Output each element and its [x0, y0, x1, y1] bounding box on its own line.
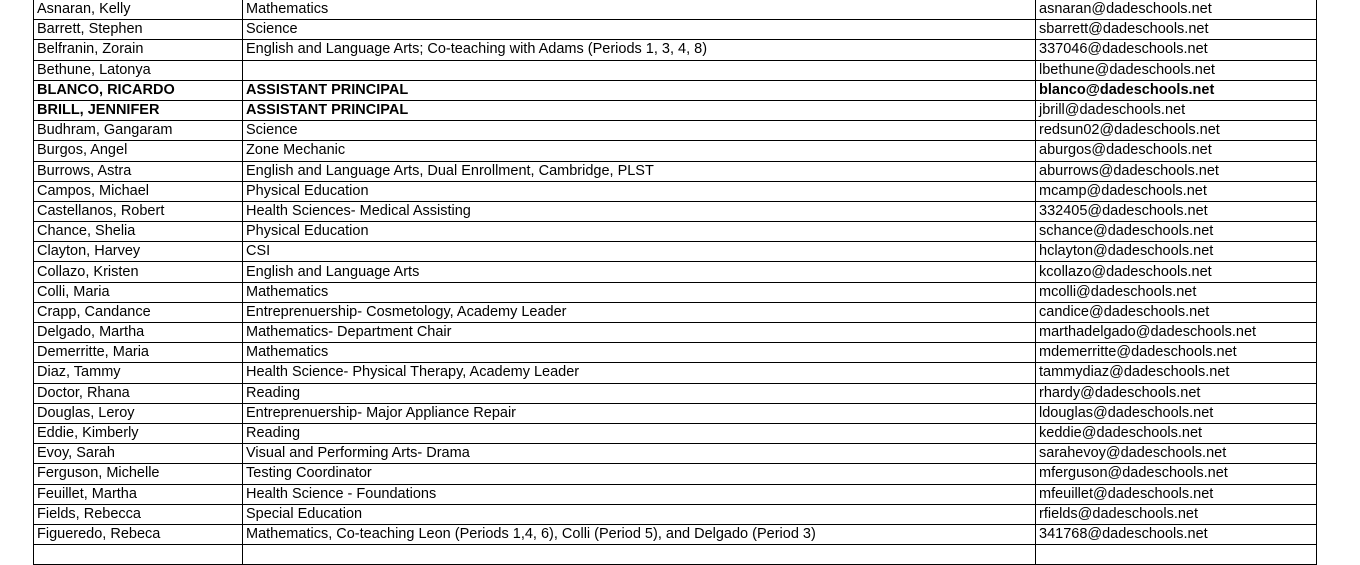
staff-name-cell: Barrett, Stephen	[34, 20, 243, 40]
staff-name-cell: Asnaran, Kelly	[34, 0, 243, 20]
staff-name-cell: BLANCO, RICARDO	[34, 80, 243, 100]
staff-email-cell: rhardy@dadeschools.net	[1036, 383, 1317, 403]
staff-name-cell: Doctor, Rhana	[34, 383, 243, 403]
staff-email-cell: mdemerritte@dadeschools.net	[1036, 343, 1317, 363]
staff-name-cell: Crapp, Candance	[34, 302, 243, 322]
staff-name-cell: Evoy, Sarah	[34, 444, 243, 464]
staff-subject-cell: Zone Mechanic	[243, 141, 1036, 161]
table-row	[34, 40, 1317, 60]
staff-email-cell: 337046@dadeschools.net	[1036, 40, 1317, 60]
table-row	[34, 524, 1317, 544]
table-row	[34, 60, 1317, 80]
staff-name-cell: Douglas, Leroy	[34, 403, 243, 423]
staff-name-cell: Ferguson, Michelle	[34, 464, 243, 484]
table-row	[34, 262, 1317, 282]
staff-subject-cell: Science	[243, 20, 1036, 40]
staff-subject-cell: English and Language Arts; Co-teaching with Adams (Periods 1, 3, 4, 8)	[243, 40, 1036, 60]
table-row	[34, 444, 1317, 464]
table-row	[34, 201, 1317, 221]
staff-name-cell: Colli, Maria	[34, 282, 243, 302]
staff-subject-cell: Entreprenuership- Cosmetology, Academy Leader	[243, 302, 1036, 322]
table-row	[34, 20, 1317, 40]
staff-subject-cell: Physical Education	[243, 181, 1036, 201]
table-row	[34, 545, 1317, 565]
staff-directory-table	[33, 0, 1317, 565]
staff-email-cell: rfields@dadeschools.net	[1036, 504, 1317, 524]
table-row	[34, 343, 1317, 363]
table-row	[34, 161, 1317, 181]
table-row	[34, 282, 1317, 302]
staff-email-cell: mcolli@dadeschools.net	[1036, 282, 1317, 302]
staff-email-cell: candice@dadeschools.net	[1036, 302, 1317, 322]
staff-subject-cell: ASSISTANT PRINCIPAL	[243, 80, 1036, 100]
staff-subject-cell: Reading	[243, 383, 1036, 403]
staff-subject-cell: Entreprenuership- Major Appliance Repair	[243, 403, 1036, 423]
staff-subject-cell	[243, 60, 1036, 80]
table-row	[34, 80, 1317, 100]
staff-subject-cell: Health Sciences- Medical Assisting	[243, 201, 1036, 221]
staff-subject-cell: CSI	[243, 242, 1036, 262]
table-row	[34, 464, 1317, 484]
table-row	[34, 484, 1317, 504]
staff-name-cell	[34, 545, 243, 565]
staff-name-cell: Feuillet, Martha	[34, 484, 243, 504]
staff-email-cell: jbrill@dadeschools.net	[1036, 100, 1317, 120]
table-row	[34, 242, 1317, 262]
staff-email-cell: mferguson@dadeschools.net	[1036, 464, 1317, 484]
table-row	[34, 323, 1317, 343]
staff-subject-cell: Special Education	[243, 504, 1036, 524]
staff-name-cell: Fields, Rebecca	[34, 504, 243, 524]
table-row	[34, 363, 1317, 383]
table-row	[34, 383, 1317, 403]
staff-name-cell: Clayton, Harvey	[34, 242, 243, 262]
staff-directory-body	[34, 0, 1317, 565]
staff-subject-cell: ASSISTANT PRINCIPAL	[243, 100, 1036, 120]
staff-email-cell	[1036, 545, 1317, 565]
table-row	[34, 141, 1317, 161]
staff-email-cell: keddie@dadeschools.net	[1036, 423, 1317, 443]
staff-subject-cell: Physical Education	[243, 222, 1036, 242]
table-row	[34, 181, 1317, 201]
staff-name-cell: Figueredo, Rebeca	[34, 524, 243, 544]
staff-subject-cell: English and Language Arts	[243, 262, 1036, 282]
table-row	[34, 222, 1317, 242]
staff-email-cell: tammydiaz@dadeschools.net	[1036, 363, 1317, 383]
staff-name-cell: Burgos, Angel	[34, 141, 243, 161]
staff-name-cell: Belfranin, Zorain	[34, 40, 243, 60]
staff-name-cell: Chance, Shelia	[34, 222, 243, 242]
staff-email-cell: kcollazo@dadeschools.net	[1036, 262, 1317, 282]
staff-email-cell: sbarrett@dadeschools.net	[1036, 20, 1317, 40]
staff-email-cell: mfeuillet@dadeschools.net	[1036, 484, 1317, 504]
staff-email-cell: 332405@dadeschools.net	[1036, 201, 1317, 221]
table-row	[34, 121, 1317, 141]
staff-email-cell: 341768@dadeschools.net	[1036, 524, 1317, 544]
staff-email-cell: schance@dadeschools.net	[1036, 222, 1317, 242]
staff-email-cell: blanco@dadeschools.net	[1036, 80, 1317, 100]
staff-subject-cell: English and Language Arts, Dual Enrollment, Cambridge, PLST	[243, 161, 1036, 181]
staff-email-cell: asnaran@dadeschools.net	[1036, 0, 1317, 20]
staff-email-cell: aburgos@dadeschools.net	[1036, 141, 1317, 161]
staff-name-cell: Diaz, Tammy	[34, 363, 243, 383]
table-row	[34, 0, 1317, 20]
staff-name-cell: Castellanos, Robert	[34, 201, 243, 221]
staff-subject-cell: Science	[243, 121, 1036, 141]
table-row	[34, 504, 1317, 524]
staff-email-cell: hclayton@dadeschools.net	[1036, 242, 1317, 262]
staff-email-cell: lbethune@dadeschools.net	[1036, 60, 1317, 80]
staff-subject-cell: Mathematics- Department Chair	[243, 323, 1036, 343]
table-row	[34, 423, 1317, 443]
staff-name-cell: BRILL, JENNIFER	[34, 100, 243, 120]
staff-email-cell: ldouglas@dadeschools.net	[1036, 403, 1317, 423]
staff-name-cell: Bethune, Latonya	[34, 60, 243, 80]
staff-name-cell: Delgado, Martha	[34, 323, 243, 343]
staff-subject-cell: Mathematics	[243, 282, 1036, 302]
staff-subject-cell: Mathematics	[243, 343, 1036, 363]
staff-name-cell: Collazo, Kristen	[34, 262, 243, 282]
staff-email-cell: aburrows@dadeschools.net	[1036, 161, 1317, 181]
staff-name-cell: Demerritte, Maria	[34, 343, 243, 363]
staff-email-cell: mcamp@dadeschools.net	[1036, 181, 1317, 201]
staff-subject-cell: Mathematics	[243, 0, 1036, 20]
staff-subject-cell: Visual and Performing Arts- Drama	[243, 444, 1036, 464]
staff-subject-cell: Health Science - Foundations	[243, 484, 1036, 504]
staff-email-cell: redsun02@dadeschools.net	[1036, 121, 1317, 141]
staff-name-cell: Burrows, Astra	[34, 161, 243, 181]
table-row	[34, 302, 1317, 322]
staff-subject-cell: Testing Coordinator	[243, 464, 1036, 484]
table-row	[34, 100, 1317, 120]
staff-email-cell: sarahevoy@dadeschools.net	[1036, 444, 1317, 464]
table-row	[34, 403, 1317, 423]
staff-subject-cell	[243, 545, 1036, 565]
staff-subject-cell: Mathematics, Co-teaching Leon (Periods 1,4, 6), Colli (Period 5), and Delgado (Period 3)	[243, 524, 1036, 544]
staff-email-cell: marthadelgado@dadeschools.net	[1036, 323, 1317, 343]
staff-name-cell: Eddie, Kimberly	[34, 423, 243, 443]
staff-name-cell: Campos, Michael	[34, 181, 243, 201]
staff-subject-cell: Reading	[243, 423, 1036, 443]
staff-subject-cell: Health Science- Physical Therapy, Academy Leader	[243, 363, 1036, 383]
staff-name-cell: Budhram, Gangaram	[34, 121, 243, 141]
